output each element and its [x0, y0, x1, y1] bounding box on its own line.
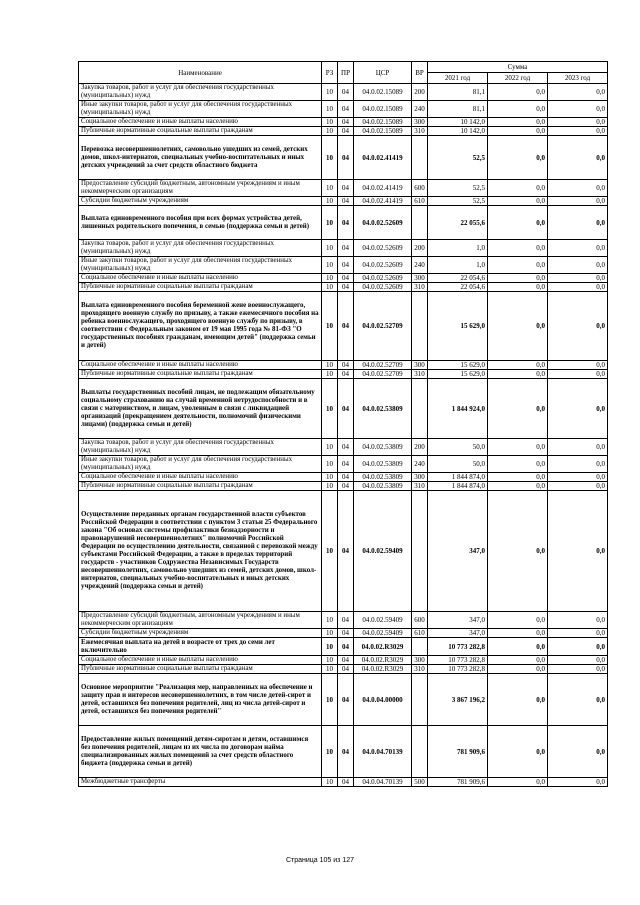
- cell-csr: 04.0.02.R3029: [354, 656, 412, 665]
- cell-name: Социальное обеспечение и иные выплаты населению: [79, 361, 322, 370]
- cell-csr: 04.0.02.41419: [354, 197, 412, 206]
- cell-csr: 04.0.02.52609: [354, 274, 412, 283]
- table-row: [79, 370, 608, 379]
- cell-name: Перевозка несовершеннолетних, самовольно ушедших из семей, детских домов, школ-интернатов, специальных учебно-воспитательных и иных детских учреждений за счет средств областного бюджета: [79, 136, 322, 180]
- cell-pr: 04: [338, 778, 354, 787]
- cell-csr: 04.0.04.70139: [354, 726, 412, 778]
- cell-csr: 04.0.02.52709: [354, 370, 412, 379]
- cell-csr: 04.0.02.R3029: [354, 638, 412, 656]
- cell-name: Субсидии бюджетным учреждениям: [79, 197, 322, 206]
- cell-y2021: 781 909,6: [428, 726, 488, 778]
- col-header-pr: ПР: [338, 62, 354, 84]
- cell-pr: 04: [338, 361, 354, 370]
- cell-y2022: 0,0: [488, 283, 548, 292]
- cell-y2021: 15 629,0: [428, 292, 488, 361]
- cell-vr: 300: [412, 656, 428, 665]
- cell-csr: 04.0.02.41419: [354, 180, 412, 197]
- cell-pr: 04: [338, 379, 354, 439]
- cell-csr: 04.0.02.52709: [354, 361, 412, 370]
- cell-rz: 10: [322, 482, 338, 491]
- cell-name: Субсидии бюджетным учреждениям: [79, 629, 322, 638]
- cell-name: Иные закупки товаров, работ и услуг для обеспечения государственных (муниципальных) нужд: [79, 257, 322, 274]
- cell-name: Иные закупки товаров, работ и услуг для обеспечения государственных (муниципальных) нужд: [79, 101, 322, 118]
- cell-rz: 10: [322, 456, 338, 473]
- cell-pr: 04: [338, 370, 354, 379]
- cell-y2022: 0,0: [488, 612, 548, 629]
- cell-name: Закупка товаров, работ и услуг для обеспечения государственных (муниципальных) нужд: [79, 84, 322, 101]
- cell-y2022: 0,0: [488, 257, 548, 274]
- cell-pr: 04: [338, 292, 354, 361]
- cell-y2021: 52,5: [428, 136, 488, 180]
- cell-y2021: 1,0: [428, 257, 488, 274]
- cell-name: Публичные нормативные социальные выплаты гражданам: [79, 283, 322, 292]
- table-row: [79, 240, 608, 257]
- cell-vr: 300: [412, 118, 428, 127]
- table-row: [79, 101, 608, 118]
- cell-y2022: 0,0: [488, 656, 548, 665]
- cell-y2022: 0,0: [488, 482, 548, 491]
- cell-name: Выплаты государственных пособий лицам, не подлежащим обязательному социальному страхованию на случай временной нетрудоспособности и в связи с материнством, и лицам, уволенным в связи с ликвидацией организаций (прекращением деятельности, полномочий физическими лицами) (поддержка семьи и детей): [79, 379, 322, 439]
- cell-vr: [412, 136, 428, 180]
- cell-csr: 04.0.02.41419: [354, 136, 412, 180]
- cell-y2021: 1 844 874,0: [428, 482, 488, 491]
- cell-y2023: 0,0: [548, 274, 608, 283]
- budget-table: [78, 61, 608, 787]
- cell-pr: 04: [338, 674, 354, 726]
- cell-y2022: 0,0: [488, 197, 548, 206]
- cell-y2021: 781 909,6: [428, 778, 488, 787]
- cell-y2021: 10 773 282,8: [428, 665, 488, 674]
- cell-name: Выплата единовременного пособия при всех формах устройства детей, лишенных родительского попечения, в семью (поддержка семьи и детей): [79, 206, 322, 240]
- cell-rz: 10: [322, 379, 338, 439]
- cell-pr: 04: [338, 612, 354, 629]
- cell-vr: 310: [412, 127, 428, 136]
- cell-y2021: 10 142,0: [428, 127, 488, 136]
- cell-y2023: 0,0: [548, 240, 608, 257]
- cell-y2021: 15 629,0: [428, 370, 488, 379]
- cell-csr: 04.0.02.53809: [354, 439, 412, 456]
- table-row-section: [79, 136, 608, 180]
- cell-rz: 10: [322, 84, 338, 101]
- cell-y2021: 81,1: [428, 84, 488, 101]
- cell-csr: 04.0.02.52709: [354, 292, 412, 361]
- cell-csr: 04.0.02.59409: [354, 612, 412, 629]
- cell-y2022: 0,0: [488, 370, 548, 379]
- cell-rz: 10: [322, 629, 338, 638]
- cell-y2023: 0,0: [548, 638, 608, 656]
- cell-csr: 04.0.02.R3029: [354, 665, 412, 674]
- cell-y2022: 0,0: [488, 361, 548, 370]
- table-row-section: [79, 491, 608, 612]
- cell-y2023: 0,0: [548, 118, 608, 127]
- table-row-section: [79, 674, 608, 726]
- cell-pr: 04: [338, 656, 354, 665]
- cell-name: Социальное обеспечение и иные выплаты населению: [79, 656, 322, 665]
- cell-name: Публичные нормативные социальные выплаты гражданам: [79, 665, 322, 674]
- cell-rz: 10: [322, 612, 338, 629]
- cell-name: Предоставление субсидий бюджетным, автономным учреждениям и иным некоммерческим организациям: [79, 180, 322, 197]
- cell-y2023: 0,0: [548, 726, 608, 778]
- cell-y2022: 0,0: [488, 674, 548, 726]
- cell-y2023: 0,0: [548, 473, 608, 482]
- cell-vr: [412, 292, 428, 361]
- cell-pr: 04: [338, 136, 354, 180]
- cell-vr: 240: [412, 101, 428, 118]
- table-row: [79, 118, 608, 127]
- cell-y2022: 0,0: [488, 473, 548, 482]
- cell-pr: 04: [338, 665, 354, 674]
- table-row-section: [79, 379, 608, 439]
- cell-name: Предоставление субсидий бюджетным, автономным учреждениям и иным некоммерческим организациям: [79, 612, 322, 629]
- cell-vr: [412, 491, 428, 612]
- cell-vr: [412, 674, 428, 726]
- table-row-section: [79, 638, 608, 656]
- cell-vr: 240: [412, 456, 428, 473]
- cell-pr: 04: [338, 283, 354, 292]
- cell-y2021: 22 054,6: [428, 283, 488, 292]
- cell-pr: 04: [338, 127, 354, 136]
- cell-y2021: 1 844 924,0: [428, 379, 488, 439]
- cell-vr: 310: [412, 283, 428, 292]
- col-header-rz: РЗ: [322, 62, 338, 84]
- cell-y2021: 52,5: [428, 180, 488, 197]
- cell-y2023: 0,0: [548, 283, 608, 292]
- cell-y2023: 0,0: [548, 778, 608, 787]
- cell-y2022: 0,0: [488, 180, 548, 197]
- cell-y2021: 347,0: [428, 491, 488, 612]
- cell-y2023: 0,0: [548, 439, 608, 456]
- cell-rz: 10: [322, 778, 338, 787]
- cell-pr: 04: [338, 456, 354, 473]
- cell-y2023: 0,0: [548, 370, 608, 379]
- table-row: [79, 283, 608, 292]
- col-header-name: Наименование: [79, 62, 322, 84]
- cell-vr: 300: [412, 473, 428, 482]
- cell-y2021: 22 054,6: [428, 274, 488, 283]
- cell-y2021: 50,0: [428, 439, 488, 456]
- cell-y2022: 0,0: [488, 491, 548, 612]
- table-row: [79, 482, 608, 491]
- cell-y2021: 3 867 196,2: [428, 674, 488, 726]
- table-row: [79, 629, 608, 638]
- cell-y2023: 0,0: [548, 206, 608, 240]
- cell-csr: 04.0.02.53809: [354, 482, 412, 491]
- table-row: [79, 473, 608, 482]
- cell-y2023: 0,0: [548, 456, 608, 473]
- cell-name: Основное мероприятие "Реализация мер, направленных на обеспечение и защиту прав и интересов несовершеннолетних, в том числе детей-сирот и детей, оставшихся без попечения родителей, лиц из числа детей-сирот и детей, оставшихся без попечения родителей": [79, 674, 322, 726]
- cell-y2022: 0,0: [488, 84, 548, 101]
- cell-csr: 04.0.04.00000: [354, 674, 412, 726]
- cell-name: Публичные нормативные социальные выплаты гражданам: [79, 482, 322, 491]
- table-row: [79, 197, 608, 206]
- cell-y2022: 0,0: [488, 439, 548, 456]
- cell-y2021: 10 142,0: [428, 118, 488, 127]
- col-header-csr: ЦСР: [354, 62, 412, 84]
- cell-y2023: 0,0: [548, 180, 608, 197]
- cell-pr: 04: [338, 180, 354, 197]
- cell-y2021: 1,0: [428, 240, 488, 257]
- cell-y2022: 0,0: [488, 379, 548, 439]
- table-row: [79, 656, 608, 665]
- cell-y2021: 347,0: [428, 612, 488, 629]
- cell-y2023: 0,0: [548, 379, 608, 439]
- cell-vr: 200: [412, 240, 428, 257]
- col-header-2022: 2022 год: [488, 73, 548, 84]
- cell-csr: 04.0.02.52609: [354, 283, 412, 292]
- cell-vr: 310: [412, 370, 428, 379]
- cell-name: Закупка товаров, работ и услуг для обеспечения государственных (муниципальных) нужд: [79, 240, 322, 257]
- cell-pr: 04: [338, 638, 354, 656]
- cell-y2021: 81,1: [428, 101, 488, 118]
- cell-rz: 10: [322, 127, 338, 136]
- cell-y2023: 0,0: [548, 127, 608, 136]
- cell-name: Межбюджетные трансферты: [79, 778, 322, 787]
- cell-vr: 610: [412, 197, 428, 206]
- cell-csr: 04.0.02.15089: [354, 118, 412, 127]
- col-header-sums: Сумма: [428, 62, 608, 73]
- cell-y2022: 0,0: [488, 778, 548, 787]
- cell-name: Осуществление переданных органам государственной власти субъектов Российской Федерации в соответствии с пунктом 3 статьи 25 Федерального закона "Об основах системы профилактики безнадзорности и правонарушений несовершеннолетних" полномочий Российской Федерации по осуществлению деятельности, связанной с перевозкой между субъектами Российской Федерации, а также в пределах территорий государств - участников Содружества Независимых Государств несовершеннолетних, самовольно ушедших из семей, детских домов, школ-интернатов, специальных учебно-воспитательных и иных детских учреждений (поддержка семьи и детей): [79, 491, 322, 612]
- cell-rz: 10: [322, 257, 338, 274]
- cell-y2021: 15 629,0: [428, 361, 488, 370]
- cell-name: Социальное обеспечение и иные выплаты населению: [79, 118, 322, 127]
- cell-y2023: 0,0: [548, 482, 608, 491]
- cell-name: Социальное обеспечение и иные выплаты населению: [79, 274, 322, 283]
- cell-vr: 300: [412, 361, 428, 370]
- cell-y2023: 0,0: [548, 361, 608, 370]
- table-row: [79, 180, 608, 197]
- cell-pr: 04: [338, 206, 354, 240]
- cell-y2023: 0,0: [548, 101, 608, 118]
- cell-rz: 10: [322, 491, 338, 612]
- cell-name: Иные закупки товаров, работ и услуг для обеспечения государственных (муниципальных) нужд: [79, 456, 322, 473]
- cell-pr: 04: [338, 257, 354, 274]
- cell-pr: 04: [338, 118, 354, 127]
- cell-rz: 10: [322, 656, 338, 665]
- cell-rz: 10: [322, 726, 338, 778]
- table-row-section: [79, 726, 608, 778]
- cell-y2021: 347,0: [428, 629, 488, 638]
- cell-csr: 04.0.02.59409: [354, 491, 412, 612]
- cell-y2023: 0,0: [548, 136, 608, 180]
- table-row: [79, 778, 608, 787]
- cell-y2021: 22 055,6: [428, 206, 488, 240]
- cell-pr: 04: [338, 197, 354, 206]
- cell-y2022: 0,0: [488, 240, 548, 257]
- cell-y2021: 10 773 282,8: [428, 638, 488, 656]
- col-header-2021: 2021 год: [428, 73, 488, 84]
- cell-rz: 10: [322, 283, 338, 292]
- cell-vr: 300: [412, 274, 428, 283]
- cell-csr: 04.0.02.52609: [354, 206, 412, 240]
- cell-vr: 240: [412, 257, 428, 274]
- cell-csr: 04.0.02.15089: [354, 101, 412, 118]
- cell-csr: 04.0.02.15089: [354, 127, 412, 136]
- cell-y2022: 0,0: [488, 127, 548, 136]
- cell-vr: 500: [412, 778, 428, 787]
- table-row: [79, 274, 608, 283]
- cell-csr: 04.0.02.53809: [354, 473, 412, 482]
- cell-vr: 310: [412, 482, 428, 491]
- cell-y2022: 0,0: [488, 292, 548, 361]
- cell-rz: 10: [322, 674, 338, 726]
- table-row: [79, 84, 608, 101]
- cell-rz: 10: [322, 370, 338, 379]
- table-row-section: [79, 206, 608, 240]
- cell-rz: 10: [322, 274, 338, 283]
- cell-vr: [412, 726, 428, 778]
- table-row: [79, 127, 608, 136]
- cell-csr: 04.0.02.52609: [354, 240, 412, 257]
- cell-y2022: 0,0: [488, 629, 548, 638]
- cell-y2022: 0,0: [488, 136, 548, 180]
- cell-rz: 10: [322, 665, 338, 674]
- col-header-vr: ВР: [412, 62, 428, 84]
- cell-pr: 04: [338, 101, 354, 118]
- cell-rz: 10: [322, 292, 338, 361]
- cell-y2023: 0,0: [548, 491, 608, 612]
- cell-name: Выплата единовременного пособия беременной жене военнослужащего, проходящего военную службу по призыву, а также ежемесячного пособия на ребенка военнослужащего, проходящего военную службу по призыву, в соответствии с Федеральным законом от 19 мая 1995 года № 81-ФЗ "О государственных пособиях гражданам, имеющим детей" (поддержка семьи и детей): [79, 292, 322, 361]
- cell-y2021: 10 773 282,8: [428, 656, 488, 665]
- cell-y2022: 0,0: [488, 638, 548, 656]
- cell-vr: 200: [412, 84, 428, 101]
- cell-csr: 04.0.02.53809: [354, 456, 412, 473]
- cell-vr: 310: [412, 665, 428, 674]
- cell-name: Публичные нормативные социальные выплаты гражданам: [79, 370, 322, 379]
- cell-y2021: 1 844 874,0: [428, 473, 488, 482]
- cell-y2021: 50,0: [428, 456, 488, 473]
- cell-csr: 04.0.02.59409: [354, 629, 412, 638]
- cell-y2022: 0,0: [488, 118, 548, 127]
- cell-pr: 04: [338, 84, 354, 101]
- cell-vr: 610: [412, 629, 428, 638]
- cell-rz: 10: [322, 136, 338, 180]
- cell-y2023: 0,0: [548, 674, 608, 726]
- cell-y2021: 52,5: [428, 197, 488, 206]
- table-row: [79, 361, 608, 370]
- header-row-top: [79, 62, 608, 73]
- cell-y2022: 0,0: [488, 206, 548, 240]
- table-row: [79, 665, 608, 674]
- cell-name: Предоставление жилых помещений детям-сиротам и детям, оставшимся без попечения родителей, лицам из их числа по договорам найма специализированных жилых помещений за счет средств областного бюджета (поддержка семьи и детей): [79, 726, 322, 778]
- cell-rz: 10: [322, 439, 338, 456]
- cell-pr: 04: [338, 482, 354, 491]
- cell-y2022: 0,0: [488, 726, 548, 778]
- cell-csr: 04.0.04.70139: [354, 778, 412, 787]
- cell-pr: 04: [338, 726, 354, 778]
- cell-y2022: 0,0: [488, 274, 548, 283]
- cell-vr: [412, 379, 428, 439]
- cell-vr: 600: [412, 612, 428, 629]
- cell-y2023: 0,0: [548, 629, 608, 638]
- cell-pr: 04: [338, 274, 354, 283]
- cell-name: Социальное обеспечение и иные выплаты населению: [79, 473, 322, 482]
- cell-vr: [412, 206, 428, 240]
- cell-y2023: 0,0: [548, 84, 608, 101]
- cell-vr: 200: [412, 439, 428, 456]
- cell-y2022: 0,0: [488, 101, 548, 118]
- cell-pr: 04: [338, 473, 354, 482]
- cell-y2023: 0,0: [548, 612, 608, 629]
- cell-rz: 10: [322, 240, 338, 257]
- cell-name: Публичные нормативные социальные выплаты гражданам: [79, 127, 322, 136]
- cell-rz: 10: [322, 118, 338, 127]
- table-row: [79, 456, 608, 473]
- cell-csr: 04.0.02.52609: [354, 257, 412, 274]
- cell-rz: 10: [322, 638, 338, 656]
- cell-pr: 04: [338, 629, 354, 638]
- cell-vr: 600: [412, 180, 428, 197]
- table-row: [79, 612, 608, 629]
- cell-pr: 04: [338, 240, 354, 257]
- cell-vr: [412, 638, 428, 656]
- cell-rz: 10: [322, 361, 338, 370]
- cell-y2023: 0,0: [548, 665, 608, 674]
- table-body: [79, 84, 608, 787]
- col-header-2023: 2023 год: [548, 73, 608, 84]
- cell-rz: 10: [322, 197, 338, 206]
- cell-y2022: 0,0: [488, 456, 548, 473]
- cell-csr: 04.0.02.53809: [354, 379, 412, 439]
- cell-name: Закупка товаров, работ и услуг для обеспечения государственных (муниципальных) нужд: [79, 439, 322, 456]
- cell-y2023: 0,0: [548, 656, 608, 665]
- cell-y2023: 0,0: [548, 257, 608, 274]
- cell-y2022: 0,0: [488, 665, 548, 674]
- table-row: [79, 439, 608, 456]
- cell-csr: 04.0.02.15089: [354, 84, 412, 101]
- cell-pr: 04: [338, 491, 354, 612]
- cell-name: Ежемесячная выплата на детей в возрасте от трех до семи лет включительно: [79, 638, 322, 656]
- cell-rz: 10: [322, 180, 338, 197]
- page-number: Страница 105 из 127: [285, 857, 355, 864]
- cell-rz: 10: [322, 101, 338, 118]
- cell-y2023: 0,0: [548, 292, 608, 361]
- cell-rz: 10: [322, 473, 338, 482]
- table-row-section: [79, 292, 608, 361]
- cell-y2023: 0,0: [548, 197, 608, 206]
- cell-rz: 10: [322, 206, 338, 240]
- cell-pr: 04: [338, 439, 354, 456]
- table-row: [79, 257, 608, 274]
